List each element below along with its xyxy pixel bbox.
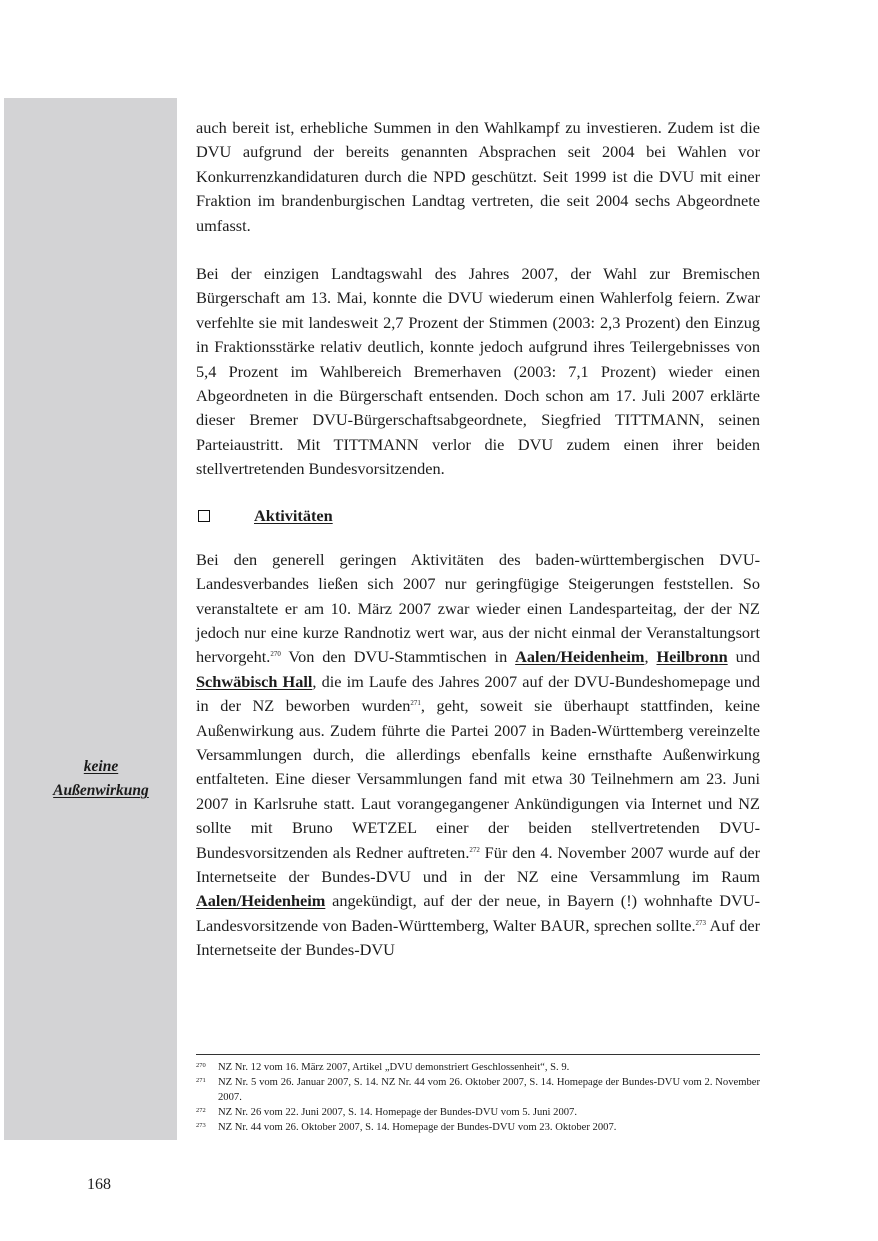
margin-note-line-2: Außenwirkung xyxy=(53,782,149,799)
footnote-number: 273 xyxy=(196,1122,206,1129)
footnote-text: NZ Nr. 5 vom 26. Januar 2007, S. 14. NZ Nr. 44 vom 26. Oktober 2007, S. 14. Homepage der Bundes-DVU vom 2. November 2007. xyxy=(218,1077,760,1103)
footnote-text: NZ Nr. 44 vom 26. Oktober 2007, S. 14. Homepage der Bundes-DVU vom 23. Oktober 2007. xyxy=(218,1122,617,1133)
section-heading xyxy=(196,504,760,528)
footnote-272 xyxy=(196,1105,760,1120)
paragraph-3 xyxy=(196,548,760,963)
footnotes xyxy=(196,1060,760,1135)
footnote-ref-273[interactable]: 273 xyxy=(695,918,707,927)
paragraph-3-part-1: Bei den generell geringen Aktivitäten des baden-württembergischen DVU-Landesverbandes ließen sich 2007 nur geringfügige Steigerungen feststellen. So veranstaltete er am 10. März 2007 zwar wieder einen Landesparteitag, der der NZ jedoch nur eine kurze Randnotiz wert war, aus der nicht einmal der Veranstaltungsort hervorgeht. xyxy=(196,549,760,667)
footnote-number: 272 xyxy=(196,1107,206,1114)
page-number: 168 xyxy=(87,1176,111,1193)
footnote-ref-271[interactable]: 271 xyxy=(410,699,421,708)
footnote-ref-270[interactable]: 270 xyxy=(270,650,281,659)
margin-bar xyxy=(4,98,177,1140)
place-aalen-heidenheim: Aalen/Heidenheim xyxy=(515,647,645,667)
footnote-number: 271 xyxy=(196,1077,206,1084)
paragraph-3-part-5: Für den 4. November 2007 wurde auf der Internetseite der Bundes-DVU und in der NZ eine Versammlung im Raum xyxy=(196,842,760,886)
footnote-text: NZ Nr. 26 vom 22. Juni 2007, S. 14. Homepage der Bundes-DVU vom 5. Juni 2007. xyxy=(218,1107,577,1118)
margin-note-line-1: keine xyxy=(83,758,119,775)
footnote-273 xyxy=(196,1120,760,1135)
section-heading-text: Aktivitäten xyxy=(254,505,333,525)
separator-2: und xyxy=(727,647,760,667)
margin-note xyxy=(4,755,198,803)
footnote-ref-272[interactable]: 272 xyxy=(469,845,480,854)
footnote-text: NZ Nr. 12 vom 16. März 2007, Artikel „DVU demonstriert Geschlossenheit“, S. 9. xyxy=(218,1062,570,1073)
paragraph-3-part-3: , die im Laufe des Jahres 2007 auf der DVU-Bundeshomepage und in der NZ beworben wurden xyxy=(196,671,760,716)
paragraph-3-part-7: Auf der Internetseite der Bundes-DVU xyxy=(196,915,760,960)
paragraph-3-part-6: angekündigt, auf der der neue, in Bayern (!) wohnhafte DVU-Landesvorsitzende von Baden-Württemberg, Walter BAUR, sprechen sollte. xyxy=(196,891,760,935)
paragraph-3-part-2: Von den DVU-Stammtischen in xyxy=(280,647,516,667)
separator-1: , xyxy=(644,647,657,667)
footnote-270 xyxy=(196,1060,760,1075)
paragraph-2: Bei der einzigen Landtagswahl des Jahres 2007, der Wahl zur Bremischen Bürgerschaft am 13. Mai, konnte die DVU wiederum einen Wahlerfolg feiern. Zwar verfehlte sie mit landesweit 2,7 Prozent der Stimmen (2003: 2,3 Prozent) den Einzug in Fraktionsstärke relativ deutlich, konnte jedoch aufgrund ihres Teilergebnisses von 5,4 Prozent im Wahlbereich Bremerhaven (2003: 7,1 Prozent) wieder einen Abgeordneten in die Bürgerschaft entsenden. Doch schon am 17. Juli 2007 erklärte dieser Bremer DVU-Bürgerschaftsabgeordnete, Siegfried TITTMANN, seinen Parteiaustritt. Mit TITTMANN verlor die DVU zudem einen ihrer beiden stellvertretenden Bundesvorsitzenden. xyxy=(196,264,760,479)
paragraph-3-part-4: , geht, soweit sie überhaupt stattfinden, keine Außenwirkung aus. Zudem führte die Partei 2007 in Baden-Württemberg vereinzelte Versammlungen durch, die allerdings ebenfalls keine ernsthafte Außenwirkung entfalteten. Eine dieser Versammlungen fand mit etwa 30 Teilnehmern am 23. Juni 2007 in Karlsruhe statt. Laut vorangegangener Ankündigungen via Internet und NZ sollte mit Bruno WETZEL einer der beiden stellvertretenden DVU-Bundesvorsitzenden als Redner auftreten. xyxy=(196,696,760,862)
footnote-number: 270 xyxy=(196,1062,206,1069)
place-schwaebisch-hall: Schwäbisch Hall xyxy=(196,671,313,691)
place-heilbronn: Heilbronn xyxy=(656,647,728,667)
footnote-271 xyxy=(196,1075,760,1105)
checkbox-bullet-icon xyxy=(198,510,210,522)
main-text xyxy=(196,116,760,963)
footnote-divider xyxy=(196,1054,760,1055)
paragraph-1: auch bereit ist, erhebliche Summen in den Wahlkampf zu investieren. Zudem ist die DVU aufgrund der bereits genannten Absprachen seit 2004 bei Wahlen vor Konkurrenzkandidaturen durch die NPD geschützt. Seit 1999 ist die DVU mit einer Fraktion im brandenburgischen Landtag vertreten, die seit 2004 sechs Abgeordnete umfasst. xyxy=(196,118,760,235)
place-aalen-heidenheim-2: Aalen/Heidenheim xyxy=(196,891,326,911)
